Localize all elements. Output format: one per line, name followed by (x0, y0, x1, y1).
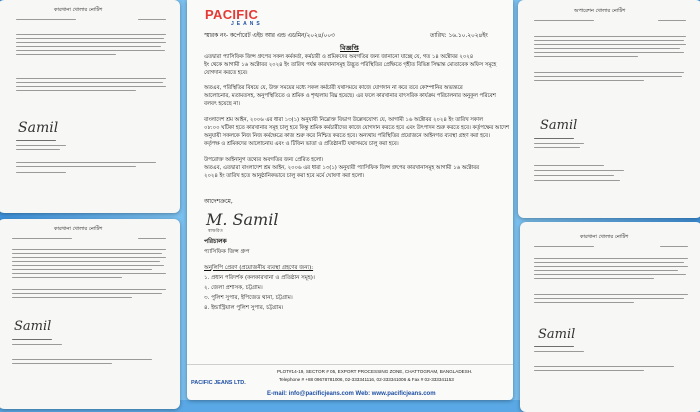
reference-number: স্মারক নং- কর্পোরেট এইচ আর এন্ড এডমিন/২০২৪/০০৩ (204, 33, 335, 39)
issue-date: তারিখ: ১৬.১০.২০২৪ইং (430, 33, 488, 39)
body-line: ০৮:০০ ঘটিকা হতে কারখানার সমূহ চালু হবে কিন্তু শ্রমিক কর্মচারীদের কাজে যোগদান করতে হবে এবং উৎপাদন শুরু করতে হবে। কর্তৃপক্ষের আদেশ (204, 125, 510, 131)
closing-line: ২০২৪ ইং তারিখ হতে আনুষ্ঠানিকভাবে চালু করা হবে মর্মে ঘোষণা করা হলো। (204, 173, 365, 179)
document-thumbnail-top-left[interactable] (0, 0, 180, 213)
document-thumbnail-top-right[interactable] (518, 0, 700, 218)
footer-phones: Telephone # +88 09678781006, 02-333341116, 02-333341006 & Fax # 02-333341153 (279, 377, 454, 382)
copy-note: উপরোক্ত আইনানুগ তথ্যের অবগতির জন্য প্রেরিত হলো। (204, 157, 324, 163)
body-line: বাংলাদেশ শ্রম আইন, ২০০৬ এর ধারা ১৩(১) অনুযায়ী নিম্নোক্ত বিভাগ উল্লেখযোগ্য যে, আগামী ১৬ অক্টোবর ২০২৪ ইং তারিখ সকাল (204, 117, 483, 123)
pacific-jeans-logo (205, 8, 263, 27)
salutation: আদেশক্রমে, (204, 198, 233, 205)
distribution-item: ৪. ইন্ডাস্ট্রিয়াল পুলিশ সুপার, চট্টগ্রাম। (204, 305, 284, 311)
distribution-item: ৩. পুলিশ সুপার, ইপিজেড থানা, চট্টগ্রাম। (204, 295, 293, 301)
body-line: অনুযায়ী সকলকে নিজ নিজ কর্মক্ষেত্রে কাজ শুরু করে নিশ্চিত করতে হবে। অন্যথায় পরিস্থিতির প্রয়োজনে আইনগত ব্যবস্থা গ্রহণ করা হবে। (204, 133, 490, 139)
document-thumbnail-bottom-right[interactable] (520, 222, 700, 412)
body-line: আলোচনার, মতামতসহ, অনুপস্থিতিতে ও শ্রমিক ও শৃঙ্খলায় বিঘ্ন হয়েছে। এর ফলে কারখানার বাৎসরিক কার্যক্রম পরিচালনার অনুকূল পরিবেশ (204, 93, 496, 99)
footer-brand: PACIFIC JEANS LTD. (191, 380, 246, 386)
brand-name: PACIFIC (205, 7, 259, 22)
signature: Samil (14, 319, 52, 334)
letterhead-footer (187, 364, 513, 401)
thumbnail-title: অপারেশন খোলার নোটিশ (574, 8, 626, 14)
thumbnail-title: কারখানা খোলার নোটিশ (54, 226, 103, 232)
signer-organization: প্যাসিফিক জিন্স গ্রুপ (204, 249, 250, 255)
body-line: যোগদান করতে হবে। (204, 70, 248, 76)
closing-line: অতএব, এতদ্বারা বাংলাদেশ শ্রম আইন, ২০০৬ এর ধারা ১৩(১) অনুযায়ী প্যাসিফিক জিন্স গ্রুপের কারখানাসমূহ আগামী ১৬ অক্টোবর (204, 165, 480, 171)
body-line: এতদ্বারা প্যাসিফিক জিন্স গ্রুপের সকল কর্মকর্তা, কর্মচারী ও শ্রমিকদের অবগতির জন্য জানানো যাচ্ছে যে, গত ১৪ অক্টোবর ২০২৪ (204, 54, 474, 60)
signature: Samil (538, 327, 576, 342)
signature: M. Samil (206, 210, 279, 229)
signature: Samil (18, 120, 59, 136)
footer-address: PLOT#14-19, SECTOR # 05, EXPORT PROCESSING ZONE, CHATTOGRAM, BANGLADESH. (277, 369, 473, 374)
signer-title: পরিচালক (204, 238, 227, 245)
thumbnail-title: কারখানা খোলার নোটিশ (54, 7, 103, 13)
body-line: বলবৎ হয়েছে না। (204, 101, 241, 107)
distribution-title: অনুলিপি প্রেরণ (প্রয়োজনীয় ব্যবস্থা গ্রহণের জন্য): (204, 265, 314, 271)
document-thumbnail-bottom-left[interactable] (0, 219, 180, 409)
signature: Samil (540, 118, 578, 133)
body-line: ইং থেকে আগামী ১৬ অক্টোবর ২০২৪ ইং তারিখ পর্যন্ত কারখানাসমূহ উদ্ভূত পরিস্থিতির প্রেক্ষিতে গৃহীত বিভিন্ন সিদ্ধান্ত মোতাবেক অফিস সমূহে (204, 62, 497, 68)
thumbnail-title: কারখানা খোলার নোটিশ (580, 234, 629, 240)
signer-label: স্বাক্ষরিত (208, 229, 223, 234)
body-line: কর্তৃপক্ষ ও শ্রমিকদের আলোচনায় এবং ও টিফিন ভাতা ও প্রতিষ্ঠানটি যথাসময়ে চালু করা হবে। (204, 141, 399, 147)
distribution-item: ২. জেলা প্রশাসক, চট্টগ্রাম। (204, 285, 263, 291)
footer-contact[interactable]: E-mail: info@pacificjeans.com Web: www.pacificjeans.com (267, 391, 436, 397)
body-line: অতএব, পরিস্থিতির বিষয়ে যে, উক্ত সময়ের মধ্যে সকল কর্মচারী যথাসময়ে কাজে যোগদান না করে তবে কোম্পানির অভ্যন্তরে (204, 85, 463, 91)
distribution-item: ১. প্রধান পরিদর্শক (কলকারখানা ও প্রতিষ্ঠান সমূহ)। (204, 275, 315, 281)
subject-heading: বিজ্ঞপ্তি (340, 44, 359, 52)
brand-sub: JEANS (231, 21, 263, 27)
